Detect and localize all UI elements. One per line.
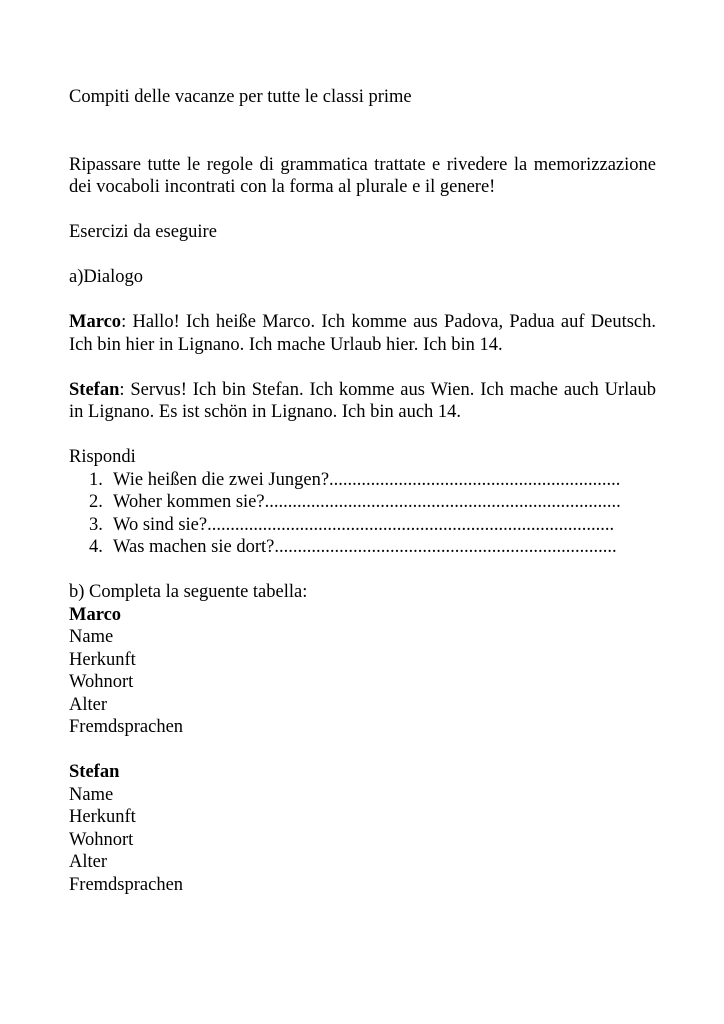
exercises-heading: Esercizi da eseguire (69, 222, 217, 242)
table-field-label: Fremdsprachen (69, 874, 184, 895)
question-text: Wie heißen die zwei Jungen?............................................................... (113, 469, 621, 490)
question-item (69, 469, 656, 492)
question-number: 2. (89, 492, 103, 512)
question-text: Wo sind sie?........................................................................................ (113, 514, 615, 535)
question-text: Woher kommen sie?............................................................................. (113, 492, 621, 512)
table-field-label: Alter (69, 852, 108, 872)
section-b-label: b) Completa la seguente tabella: (69, 582, 308, 602)
table-field-label: Name (69, 784, 114, 805)
intro-paragraph: Ripassare tutte le regole di grammatica trattate e rivedere la memorizzazione dei vocaboli incontrati con la forma al plurale e il genere! (69, 154, 656, 197)
document-page (69, 86, 656, 896)
question-item (69, 514, 656, 537)
dialogue-line-marco (69, 311, 656, 356)
speaker-name: Stefan (69, 379, 120, 400)
table-field-label: Fremdsprachen (69, 717, 184, 737)
question-item (69, 536, 656, 559)
page-title: Compiti delle vacanze per tutte le classi prime (69, 87, 412, 107)
table-field-label: Herkunft (69, 807, 136, 827)
question-number: 4. (89, 537, 103, 557)
table-field-label: Name (69, 627, 114, 647)
dialogue-line-stefan (69, 379, 656, 424)
question-text: Was machen sie dort?.......................................................................... (113, 537, 617, 557)
table-person-name: Stefan (69, 762, 120, 782)
answer-heading: Rispondi (69, 447, 136, 467)
question-list (69, 469, 656, 559)
dialogue-text: : Servus! Ich bin Stefan. Ich komme aus Wien. Ich mache auch Urlaub in Lignano. Es ist schön in Lignano. Ich bin auch 14. (69, 379, 656, 422)
question-number: 3. (89, 514, 103, 535)
question-number: 1. (89, 469, 103, 490)
table-field-label: Alter (69, 694, 108, 715)
speaker-name: Marco (69, 312, 122, 332)
dialogue-text: : Hallo! Ich heiße Marco. Ich komme aus Padova, Padua auf Deutsch. Ich bin hier in Lignano. Ich mache Urlaub hier. Ich bin 14. (69, 312, 656, 355)
table-field-label: Wohnort (69, 672, 134, 692)
question-item (69, 491, 656, 514)
section-a-label: a)Dialogo (69, 267, 143, 287)
table-field-label: Wohnort (69, 829, 134, 850)
table-person-name: Marco (69, 604, 122, 625)
table-field-label: Herkunft (69, 649, 136, 670)
